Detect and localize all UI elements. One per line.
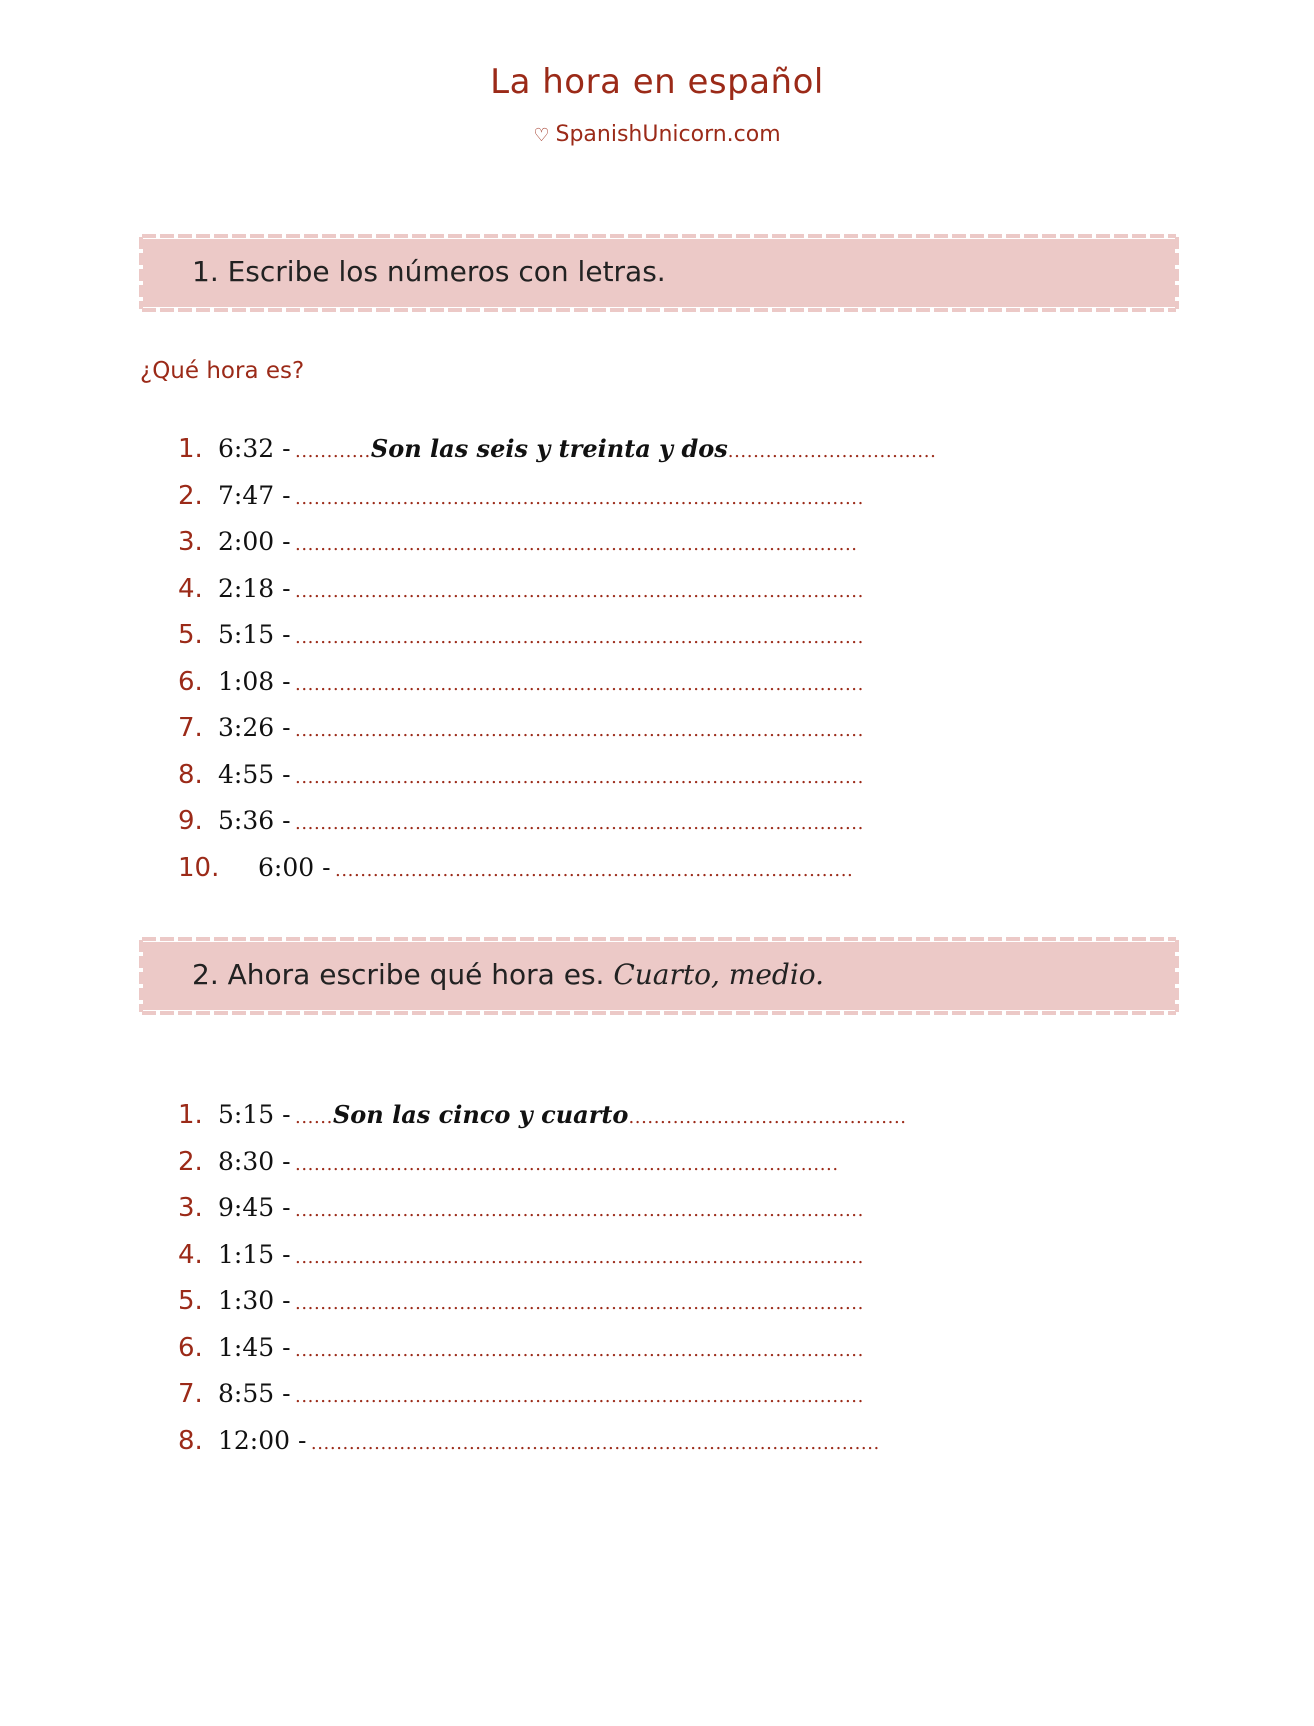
item-number: 7. [178,713,203,743]
item-time: 8:55 - [218,1379,291,1408]
item-number: 5. [178,620,203,650]
section2-heading-band [142,940,1176,1012]
list-item [178,434,978,474]
item-time: 12:00 - [218,1425,307,1455]
section1-heading: 1. Escribe los números con letras. [192,255,666,288]
answer-blank[interactable]: .................................................................................. [335,859,854,881]
item-time: 1:15 - [218,1239,291,1269]
item-time: 7:47 - [218,480,291,510]
item-number: 2. [178,480,203,511]
item-number: 2. [178,1146,203,1177]
item-number: 1. [178,1100,203,1130]
item-number: 8. [178,1425,203,1456]
answer-blank[interactable]: .......................................................................................... [295,580,864,602]
list-item [178,1333,978,1373]
list-item [178,760,978,800]
item-number: 3. [178,527,203,557]
section2-heading-italic: Cuarto, medio. [613,958,825,991]
list-item [178,1426,978,1466]
item-time: 6:32 - [218,434,291,463]
answer-blank[interactable]: .......................................................................................... [295,766,864,788]
answer-blank[interactable]: .......................................................................................... [295,487,864,509]
item-time: 4:55 - [218,759,291,789]
item-time: 9:45 - [218,1193,291,1222]
list-item [178,1240,978,1280]
section2-heading [192,958,824,991]
item-number: 3. [178,1193,203,1223]
item-time: 5:36 - [218,806,291,835]
item-time: 6:00 - [258,852,331,882]
list-item [178,481,978,521]
item-time: 2:00 - [218,527,291,556]
item-number: 10. [178,852,220,883]
answer-blank[interactable]: .......................................................................................... [310,1432,880,1454]
heart-icon: ♡ [533,125,550,146]
site-name: SpanishUnicorn.com [555,122,781,147]
answer-blank[interactable]: .......................................................................................... [295,627,864,648]
item-number: 1. [178,434,203,464]
example-answer: Son las seis y treinta y dos [370,434,728,463]
list-item [178,853,978,893]
section2-heading-text: 2. Ahora escribe qué hora es. [192,958,614,991]
answer-blank[interactable]: ............ [295,441,371,462]
answer-blank[interactable]: .......................................................................................... [295,1293,864,1314]
item-number: 6. [178,666,203,697]
item-number: 8. [178,759,203,790]
answer-blank[interactable]: .......................................................................................... [295,1386,864,1407]
list-item [178,806,978,846]
item-time: 1:45 - [218,1332,291,1362]
list-item [178,667,978,707]
list-item [178,1286,978,1326]
answer-blank[interactable]: .......................................................................................... [295,1339,864,1361]
answer-blank[interactable]: ...... [295,1107,333,1128]
answer-blank[interactable]: .......................................................................................... [295,813,864,834]
list-item [178,1147,978,1187]
item-number: 9. [178,806,203,836]
item-time: 5:15 - [218,1100,291,1129]
item-number: 6. [178,1332,203,1363]
answer-blank[interactable]: ...................................................................................... [295,1153,839,1175]
list-item [178,1193,978,1233]
answer-blank[interactable]: .......................................................................................... [295,1246,864,1268]
item-number: 4. [178,573,203,604]
item-time: 8:30 - [218,1146,291,1176]
item-time: 3:26 - [218,713,291,742]
item-time: 1:30 - [218,1286,291,1315]
list-item [178,620,978,660]
list-item [178,713,978,753]
item-number: 4. [178,1239,203,1270]
item-number: 7. [178,1379,203,1409]
list-item [178,527,978,567]
site-credit [0,122,1314,147]
page-title: La hora en español [490,62,824,102]
item-time: 2:18 - [218,573,291,603]
answer-blank-trail: ............................................ [628,1107,907,1128]
section1-heading-band [142,237,1176,309]
section1-question: ¿Qué hora es? [140,358,305,384]
answer-blank-trail: ................................. [727,441,937,462]
list-item [178,1379,978,1419]
list-item [178,574,978,614]
list-item [178,1100,978,1140]
answer-blank[interactable]: .......................................................................................... [295,720,864,741]
item-time: 1:08 - [218,666,291,696]
answer-blank[interactable]: ......................................................................................... [295,534,858,555]
item-number: 5. [178,1286,203,1316]
item-time: 5:15 - [218,620,291,649]
example-answer: Son las cinco y cuarto [332,1100,629,1129]
answer-blank[interactable]: .......................................................................................... [295,1200,864,1221]
answer-blank[interactable]: .......................................................................................... [295,673,864,695]
